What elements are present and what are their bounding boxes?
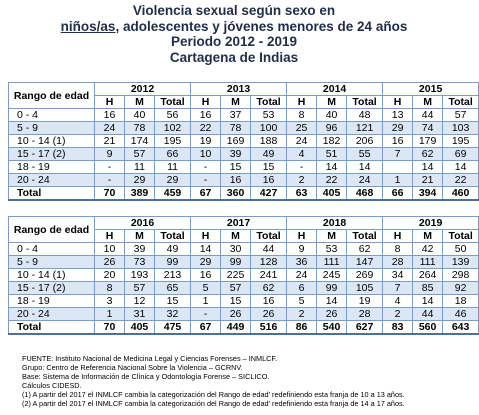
table-cell: 627: [347, 321, 383, 335]
column-header: M: [221, 96, 251, 109]
table-cell: 56: [155, 109, 191, 122]
table-cell: 99: [155, 256, 191, 269]
table-cell: 26: [221, 308, 251, 321]
table-cell: 19: [347, 295, 383, 308]
table-cell: 105: [347, 282, 383, 295]
table-cell: 78: [221, 122, 251, 135]
table-cell: 11: [155, 161, 191, 174]
column-header: M: [317, 230, 347, 243]
table-cell: 21: [95, 135, 125, 148]
age-range-label: Total: [9, 187, 95, 201]
table-cell: 16: [191, 109, 221, 122]
table-cell: 15: [155, 295, 191, 308]
column-header: H: [287, 230, 317, 243]
table-row: [9, 295, 479, 308]
table-row: [9, 282, 479, 295]
table-cell: 16: [221, 174, 251, 187]
column-header: H: [95, 96, 125, 109]
table-cell: 78: [125, 122, 155, 135]
report-title: [0, 3, 468, 65]
table-cell: 29: [155, 174, 191, 187]
table-cell: 111: [413, 256, 443, 269]
column-header: H: [383, 96, 413, 109]
table-cell: 66: [155, 148, 191, 161]
table-row: [9, 243, 479, 256]
table-cell: 206: [347, 135, 383, 148]
table-cell: 37: [221, 109, 251, 122]
column-header: Total: [347, 96, 383, 109]
table-cell: 16: [383, 135, 413, 148]
table-cell: 1: [191, 295, 221, 308]
column-header: H: [191, 230, 221, 243]
table-cell: 111: [317, 256, 347, 269]
table-cell: 22: [191, 122, 221, 135]
column-header: M: [125, 96, 155, 109]
age-range-label: 18 - 19: [9, 295, 95, 308]
table-cell: 2: [287, 174, 317, 187]
table-cell: 62: [347, 243, 383, 256]
table-cell: 96: [317, 122, 347, 135]
title-underlined-word: niños/as: [60, 18, 116, 34]
table-2012-2015: [8, 82, 479, 201]
table-cell: 103: [443, 122, 479, 135]
table-cell: 14: [413, 161, 443, 174]
table-cell: 13: [383, 109, 413, 122]
table-cell: 169: [221, 135, 251, 148]
table-cell: 14: [413, 295, 443, 308]
year-header: 2018: [287, 217, 383, 230]
column-header: M: [125, 230, 155, 243]
table-cell: 179: [413, 135, 443, 148]
column-header: M: [413, 96, 443, 109]
table-cell: 46: [443, 308, 479, 321]
table-cell: 15: [221, 161, 251, 174]
table-cell: 62: [413, 148, 443, 161]
title-line-4: Cartagena de Indias: [169, 49, 299, 65]
age-range-label: Total: [9, 321, 95, 335]
year-header: 2017: [191, 217, 287, 230]
table-cell: 3: [95, 295, 125, 308]
table-cell: 14: [191, 243, 221, 256]
table-row: [9, 308, 479, 321]
table-cell: 40: [125, 109, 155, 122]
table-cell: 4: [383, 295, 413, 308]
table-cell: 139: [443, 256, 479, 269]
source-notes: [22, 354, 405, 409]
note-line: Grupo: Centro de Referencia Nacional Sobre la Violencia – GCRNV.: [22, 363, 243, 373]
table-cell: 73: [125, 256, 155, 269]
table-cell: 20: [95, 269, 125, 282]
table-cell: 468: [347, 187, 383, 201]
table-cell: 24: [287, 135, 317, 148]
note-line: Base: Sistema de Información de Clínica y Odontología Forense – SICLICO.: [22, 372, 270, 382]
table-cell: 14: [443, 161, 479, 174]
table-cell: 24: [95, 122, 125, 135]
table-cell: -: [287, 161, 317, 174]
table-cell: 9: [95, 148, 125, 161]
table-cell: 2: [383, 308, 413, 321]
column-header: Total: [443, 96, 479, 109]
table-cell: 21: [413, 174, 443, 187]
table-cell: 29: [191, 256, 221, 269]
table-cell: 449: [221, 321, 251, 335]
table-cell: 12: [125, 295, 155, 308]
table-cell: 5: [287, 295, 317, 308]
table-cell: 540: [317, 321, 347, 335]
table-cell: -: [95, 161, 125, 174]
table-cell: 516: [251, 321, 287, 335]
table-cell: 70: [95, 187, 125, 201]
table-cell: 85: [413, 282, 443, 295]
table-cell: 57: [221, 282, 251, 295]
table-row: [9, 135, 479, 148]
table-cell: 14: [317, 295, 347, 308]
table-cell: 100: [251, 122, 287, 135]
year-header: 2015: [383, 83, 479, 96]
table-cell: 11: [125, 161, 155, 174]
total-row: [9, 321, 479, 335]
table-cell: 16: [251, 295, 287, 308]
table-cell: 19: [191, 135, 221, 148]
table-cell: 102: [155, 122, 191, 135]
table-cell: 34: [383, 269, 413, 282]
title-line-1: Violencia sexual según sexo en: [132, 3, 336, 18]
table-cell: 8: [287, 109, 317, 122]
table-cell: 1: [95, 308, 125, 321]
age-range-label: 10 - 14 (1): [9, 135, 95, 148]
table-cell: 4: [287, 148, 317, 161]
table-cell: 53: [317, 243, 347, 256]
table-cell: 8: [95, 282, 125, 295]
table-cell: 195: [155, 135, 191, 148]
year-header: 2016: [95, 217, 191, 230]
table-2012-2015-container: [8, 82, 473, 201]
table-cell: 28: [347, 308, 383, 321]
table-cell: 195: [443, 135, 479, 148]
table-cell: 182: [317, 135, 347, 148]
table-cell: 24: [347, 174, 383, 187]
column-header: Total: [251, 96, 287, 109]
age-range-label: 5 - 9: [9, 122, 95, 135]
table-cell: 213: [155, 269, 191, 282]
table-row: [9, 109, 479, 122]
age-range-label: 15 - 17 (2): [9, 148, 95, 161]
table-cell: 405: [317, 187, 347, 201]
table-cell: 128: [251, 256, 287, 269]
note-line: (1) A partir del 2017 el INMLCF cambia la categorización del Rango de edad' redefiniendo esta franja de 10 a 13 años.: [22, 390, 405, 400]
age-range-label: 15 - 17 (2): [9, 282, 95, 295]
table-row: [9, 161, 479, 174]
table-cell: 69: [443, 148, 479, 161]
table-cell: 298: [443, 269, 479, 282]
table-cell: 66: [383, 187, 413, 201]
table-cell: 459: [155, 187, 191, 201]
table-cell: 5: [191, 282, 221, 295]
year-header: 2013: [191, 83, 287, 96]
age-range-label: 10 - 14 (1): [9, 269, 95, 282]
title-line-2-rest: , adolescentes y jóvenes menores de 24 años: [115, 18, 408, 34]
year-header: 2019: [383, 217, 479, 230]
table-cell: 360: [221, 187, 251, 201]
table-cell: 15: [251, 161, 287, 174]
table-cell: 389: [125, 187, 155, 201]
table-cell: 63: [287, 187, 317, 201]
table-cell: 25: [287, 122, 317, 135]
table-row: [9, 256, 479, 269]
age-range-label: 20 - 24: [9, 174, 95, 187]
table-cell: 92: [443, 282, 479, 295]
age-range-label: 5 - 9: [9, 256, 95, 269]
table-cell: 121: [347, 122, 383, 135]
age-range-label: 0 - 4: [9, 243, 95, 256]
table-row: [9, 174, 479, 187]
table-cell: 16: [95, 109, 125, 122]
table-cell: 14: [347, 161, 383, 174]
table-cell: 26: [251, 308, 287, 321]
table-cell: 57: [125, 148, 155, 161]
note-line: FUENTE: Instituto Nacional de Medicina Legal y Ciencias Forenses – INMLCF.: [22, 354, 278, 363]
column-header: M: [221, 230, 251, 243]
table-cell: 31: [125, 308, 155, 321]
total-row: [9, 187, 479, 201]
table-cell: 26: [317, 308, 347, 321]
table-cell: 49: [251, 148, 287, 161]
table-cell: 48: [347, 109, 383, 122]
table-cell: -: [191, 308, 221, 321]
table-cell: -: [191, 174, 221, 187]
column-header: H: [95, 230, 125, 243]
table-cell: 44: [413, 109, 443, 122]
table-cell: 44: [413, 308, 443, 321]
table-cell: 32: [155, 308, 191, 321]
column-header: Total: [251, 230, 287, 243]
table-cell: 8: [383, 243, 413, 256]
table-cell: 83: [383, 321, 413, 335]
table-cell: [383, 161, 413, 174]
table-cell: 36: [287, 256, 317, 269]
table-cell: 475: [155, 321, 191, 335]
table-cell: 16: [191, 269, 221, 282]
table-cell: 16: [251, 174, 287, 187]
year-header: 2014: [287, 83, 383, 96]
table-cell: 643: [443, 321, 479, 335]
table-cell: 1: [383, 174, 413, 187]
age-range-label: 20 - 24: [9, 308, 95, 321]
table-cell: 6: [287, 282, 317, 295]
table-cell: 18: [443, 295, 479, 308]
table-cell: 40: [317, 109, 347, 122]
table-cell: 264: [413, 269, 443, 282]
column-header: M: [413, 230, 443, 243]
table-cell: 29: [383, 122, 413, 135]
table-cell: 245: [317, 269, 347, 282]
table-cell: 15: [221, 295, 251, 308]
table-cell: -: [191, 161, 221, 174]
table-cell: 188: [251, 135, 287, 148]
column-header: H: [383, 230, 413, 243]
row-header-cell: Rango de edad: [9, 217, 95, 243]
table-cell: 99: [317, 282, 347, 295]
note-line: Cálculos CIDESD.: [22, 381, 82, 391]
table-cell: 51: [317, 148, 347, 161]
table-cell: 9: [287, 243, 317, 256]
note-line: (2) A partir del 2017 el INMLCF cambia la categorización del Rango de edad' redefiniendo esta franja de 14 a 17 años.: [22, 399, 405, 409]
table-2016-2019: [8, 216, 479, 335]
table-cell: 24: [287, 269, 317, 282]
table-cell: 57: [125, 282, 155, 295]
table-cell: 62: [251, 282, 287, 295]
table-cell: 147: [347, 256, 383, 269]
table-cell: 22: [443, 174, 479, 187]
table-cell: -: [95, 174, 125, 187]
table-cell: 39: [125, 243, 155, 256]
column-header: Total: [347, 230, 383, 243]
table-cell: 10: [191, 148, 221, 161]
title-line-2: [0, 19, 468, 35]
table-cell: 49: [155, 243, 191, 256]
table-cell: 394: [413, 187, 443, 201]
table-cell: 86: [287, 321, 317, 335]
table-cell: 560: [413, 321, 443, 335]
table-cell: 193: [125, 269, 155, 282]
table-cell: 269: [347, 269, 383, 282]
table-2016-2019-container: [8, 216, 473, 335]
title-line-3: Periodo 2012 - 2019: [170, 34, 298, 49]
table-cell: 30: [221, 243, 251, 256]
table-cell: 28: [383, 256, 413, 269]
table-cell: 53: [251, 109, 287, 122]
table-cell: 427: [251, 187, 287, 201]
table-cell: 2: [287, 308, 317, 321]
row-header-cell: Rango de edad: [9, 83, 95, 109]
table-cell: 42: [413, 243, 443, 256]
table-cell: 460: [443, 187, 479, 201]
table-row: [9, 122, 479, 135]
column-header: Total: [443, 230, 479, 243]
table-cell: 57: [443, 109, 479, 122]
table-cell: 44: [251, 243, 287, 256]
table-cell: 29: [125, 174, 155, 187]
table-cell: 405: [125, 321, 155, 335]
table-cell: 7: [383, 148, 413, 161]
table-cell: 14: [317, 161, 347, 174]
table-cell: 241: [251, 269, 287, 282]
table-cell: 55: [347, 148, 383, 161]
column-header: H: [191, 96, 221, 109]
table-cell: 26: [95, 256, 125, 269]
column-header: Total: [155, 96, 191, 109]
table-cell: 174: [125, 135, 155, 148]
column-header: M: [317, 96, 347, 109]
table-cell: 70: [95, 321, 125, 335]
table-cell: 22: [317, 174, 347, 187]
year-header: 2012: [95, 83, 191, 96]
column-header: Total: [155, 230, 191, 243]
table-row: [9, 269, 479, 282]
table-cell: 67: [191, 321, 221, 335]
table-cell: 74: [413, 122, 443, 135]
table-cell: 67: [191, 187, 221, 201]
table-cell: 7: [383, 282, 413, 295]
table-row: [9, 148, 479, 161]
column-header: H: [287, 96, 317, 109]
table-cell: 99: [221, 256, 251, 269]
table-cell: 10: [95, 243, 125, 256]
table-cell: 50: [443, 243, 479, 256]
age-range-label: 18 - 19: [9, 161, 95, 174]
table-cell: 65: [155, 282, 191, 295]
age-range-label: 0 - 4: [9, 109, 95, 122]
table-cell: 39: [221, 148, 251, 161]
table-cell: 225: [221, 269, 251, 282]
